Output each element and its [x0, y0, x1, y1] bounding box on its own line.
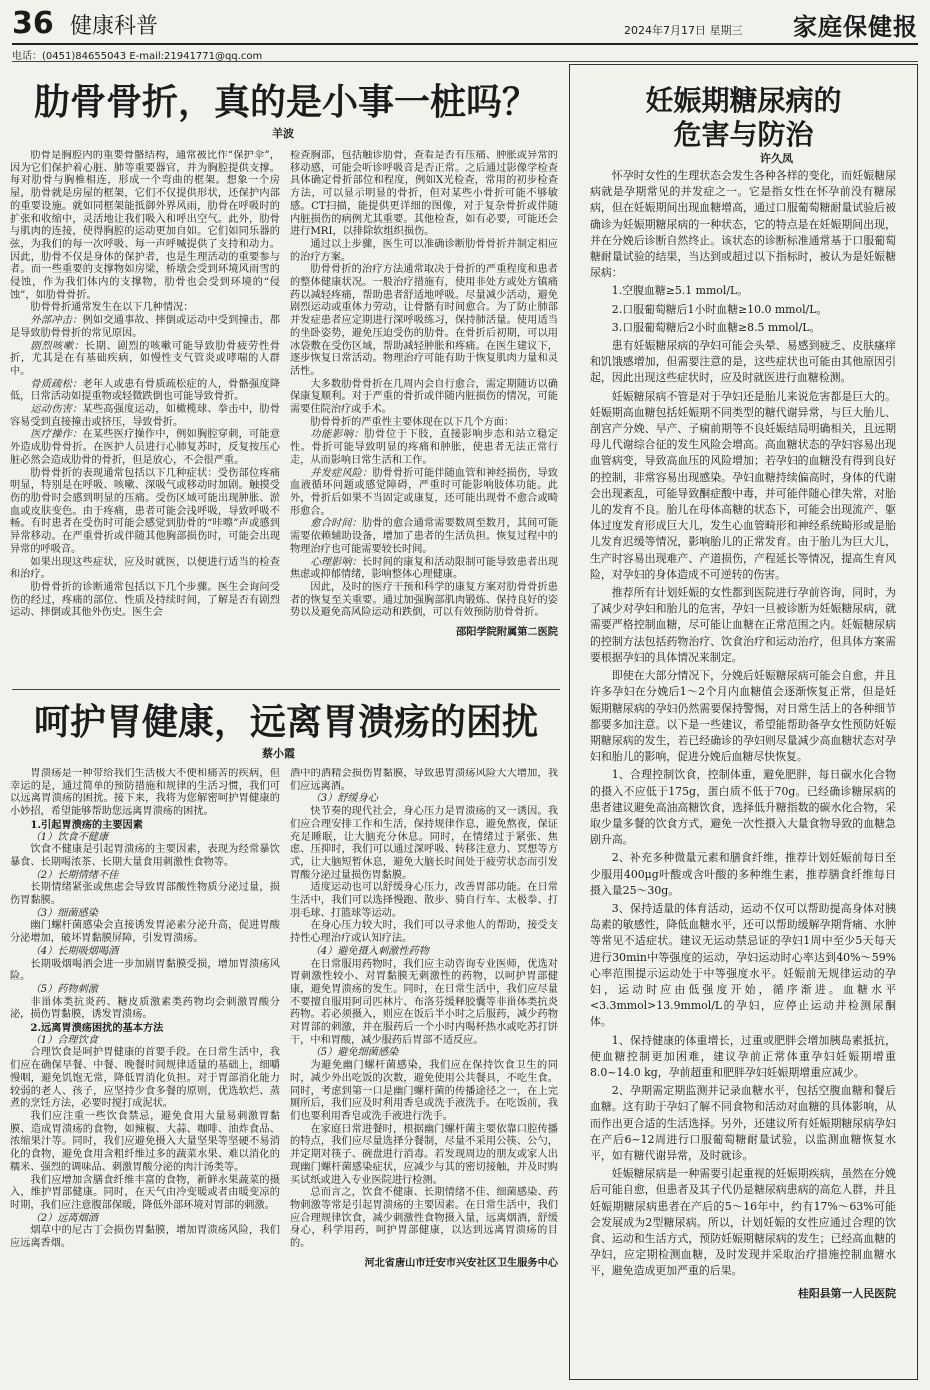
paragraph: 2、补充多种微量元素和膳食纤维，推荐计划妊娠前每日至少服用400μg叶酸或含叶酸的多种维生素，推荐膳食纤维每日摄入量25～30g。: [590, 851, 896, 897]
paragraph: 因此，及时的医疗干预和科学的康复方案对肋骨骨折患者的恢复至关重要。通过加强胸部肌肉锻炼、保持良好的姿势以及避免高风险运动和跌倒，可以有效预防肋骨骨折。: [290, 581, 558, 619]
section-heading: 1.引起胃溃疡的主要因素: [30, 818, 143, 831]
paragraph: 患有妊娠糖尿病的孕妇可能会头晕、易感到疲乏、皮肤瘙痒和饥饿感增加，但需要注意的是，这些症状也可能由其他原因引起，因此出现这些症状时，应及时就医进行血糖检测。: [590, 339, 896, 385]
article2-column-1: [10, 768, 280, 1380]
paragraph-text: 肋骨骨折可能伴随血管和神经损伤，导致血液循环问题或感觉障碍，严重时可能影响肢体功能。此外，骨折后如果不当固定或康复，还可能出现骨不愈合或畸形愈合。: [290, 467, 558, 517]
article3-title-line2: 危害与防治: [673, 118, 814, 151]
article-divider: [12, 689, 560, 690]
paragraph-text: 在某些医疗操作中，例如胸腔穿刺，可能意外造成肋骨骨折。在医护人员进行心肺复苏时，反复按压心脏必然会造成肋骨的骨折，但是放心，不会很严重。: [10, 429, 280, 466]
subheading: （1）饮食不健康: [30, 831, 109, 843]
page-number: 36: [12, 6, 54, 41]
article1-column-2: [290, 150, 558, 686]
paragraph-keyword: 剧烈咳嗽：: [30, 340, 85, 352]
paragraph: 推荐所有计划妊娠的女性都到医院进行孕前咨询，同时，为了减少对孕妇和胎儿的危害，孕妇一旦被诊断为妊娠糖尿病，就需要严格控制血糖，尽可能让血糖在正常范围之内。妊娠糖尿病的控制方法包括药物治疗、饮食治疗和运动治疗，但具体方案需要根据孕妇的具体情况来制定。: [590, 586, 896, 664]
paragraph-text: 例如交通事故、摔倒或运动中受到撞击，都是导致肋骨骨折的常见原因。: [10, 315, 280, 339]
paragraph: 肋骨骨折的严重性主要体现在以下几个方面：: [310, 416, 515, 428]
paragraph: 在日常服用药物时，我们应主动咨询专业医师，优选对胃刺激性较小、对胃黏膜无刺激性的药物，以呵护胃部健康，避免胃溃疡的发生。同时，在日常生活中，我们应尽量不要擅自服用阿司匹林片、布洛芬缓释胶囊等非甾体类抗炎药物。若必须摄入，则应在饭后半小时之后服药，减少药物对胃部的刺激，并在服药后一个小时内喝杯热水或吃苏打饼干，中和胃酸，减少服药后胃部不适反应。: [290, 958, 558, 1046]
paragraph: 我们应增加含膳食纤维丰富的食物，新鲜水果蔬菜的摄入，维护胃部健康。同时，在天气由冷变暖或者由暖变凉的时期，我们应注意腹部保暖，降低外部环境对胃部的刺激。: [10, 1174, 280, 1211]
paragraph: 快节奏的现代社会，身心压力是胃溃疡的又一诱因。我们应合理安排工作和生活，保持规律作息，避免熬夜，保证充足睡眠，让大脑充分休息。同时，在情绪过于紧张、焦虑、压抑时，我们可以通过深呼吸、转移注意力、冥想等方式，让大脑短暂休息，避免大脑长时间处于疲劳状态而引发胃酸分泌过量损伤胃黏膜。: [290, 806, 558, 881]
paragraph-text: 某些高强度运动，如橄榄球、拳击中，肋骨容易受到直接撞击或挤压，导致骨折。: [10, 404, 280, 428]
section-title: 健康科普: [70, 14, 159, 39]
paragraph: 肋骨骨折通常发生在以下几种情况：: [30, 302, 194, 314]
paragraph-text: 老年人或患有骨质疏松症的人，骨骼强度降低，日常活动如提重物或轻微跌倒也可能导致骨折。: [10, 378, 280, 403]
article-source: 邵阳学院附属第二医院: [456, 626, 558, 639]
subheading: （4）长期吸烟喝酒: [30, 945, 119, 957]
paragraph: 1、合理控制饮食，控制体重，避免肥胖，每日碳水化合物的摄入不应低于175g，蛋白质不低于70g。已经确诊糖尿病的患者建议避免高油高糖饮食，选择低升糖指数的碳水化合物，采取少量多餐的饮食方式，避免一次性摄入大量食物导致的血糖急剧升高。: [590, 768, 896, 847]
paragraph-keyword: 骨质疏松：: [30, 378, 83, 390]
paragraph: 长期情绪紧张或焦虑会导致胃部酸性物质分泌过量，损伤胃黏膜。: [10, 882, 280, 907]
paragraph-keyword: 医疗操作：: [30, 429, 83, 441]
issue-date: 2024年7月17日 星期三: [624, 24, 743, 37]
paragraph-keyword: 愈合时间：: [310, 518, 363, 530]
paragraph-keyword: 功能影响：: [310, 429, 365, 441]
paragraph: 2.口服葡萄糖后1小时血糖≥10.0 mmol/L。: [611, 302, 828, 316]
article3-author: 许久凤: [760, 152, 793, 165]
paragraph: 总而言之，饮食不健康、长期情绪不佳、细菌感染、药物刺激等常是引起胃溃疡的主要因素。在日常生活中，我们应合理规律饮食，减少刺激性食物摄入量，远离烟酒，舒缓身心，科学用药，呵护胃部健康，以达到远离胃溃疡的目的。: [290, 1187, 558, 1250]
subheading: （4）避免摄入刺激性药物: [310, 945, 429, 957]
paragraph: 检查胸部，包括触诊肋骨，查看是否有压痛、肿胀或异常的移动感，可能会听诊呼吸音是否正常。之后通过影像学检查具体确定骨折部位和程度，例如X光检查，常用的初步检查方法，可以显示明显的骨折，但对某些小骨折可能不够敏感。CT扫描，能提供更详细的图像，对于复杂骨折或伴随内脏损伤的病例尤其重要。其他检查，如有必要，可能还会进行MRI，以排除软组织损伤。: [290, 150, 558, 238]
paragraph: 妊娠糖尿病不管是对于孕妇还是胎儿来说危害都是巨大的。妊娠期高血糖包括妊娠期不同类型的糖代谢异常，与巨大胎儿、剖宫产分娩、早产、子痫前期等不良妊娠结局明确相关，且远期母儿代谢综合征的发生风险会增高。高血糖状态的孕妇容易出现血管病变，导致高血压的风险增加；若孕妇的血糖没有得到良好的控制，非常容易出现感染。孕妇血糖持续偏高时，身体的代谢会出现紊乱，可能导致酮症酸中毒，并可能伴随心律失常，对胎儿的发育不良。胎儿在母体高糖的状态下，可能会出现流产、躯体过度发育形成巨大儿，发生心血管畸形和神经系统畸形或是胎儿发育迟缓等情况，影响胎儿的正常发育。由于胎儿为巨大儿，生产时容易出现难产、产道损伤，产程延长等情况，提高生育风险，对孕妇的身体造成不可逆转的伤害。: [590, 389, 896, 581]
subheading: （5）避免细菌感染: [310, 1047, 399, 1059]
paragraph: 我们应注重一些饮食禁忌，避免食用大量易刺激胃黏膜、造成胃溃疡的食物，如辣椒、大蒜、咖啡、油炸食品、浓缩果汁等。同时，我们应避免摄入大量坚果等坚硬不易消化的食物，避免食用含粗纤维过多的蔬菜水果、难以消化的糯米、强烈的调味品、刺激胃酸分泌的肉汁汤类等。: [10, 1110, 280, 1173]
paragraph-text: 长时间的康复和活动限制可能导致患者出现焦虑或抑郁情绪，影响整体心理健康。: [290, 556, 558, 581]
paragraph-keyword: 心理影响：: [310, 556, 363, 568]
article-source: 河北省唐山市迁安市兴安社区卫生服务中心: [364, 1256, 558, 1269]
paragraph: 如果出现这些症状，应及时就医，以便进行适当的检查和治疗。: [10, 556, 280, 581]
paragraph: [10, 429, 280, 467]
paragraph: 3、保持适量的体育活动，运动不仅可以帮助提高身体对胰岛素的敏感性，降低血糖水平，还可以帮助缓解孕期背痛、水肿等常见不适症状。建议无运动禁忌证的孕妇1周中至少5天每天进行30min中等强度的运动，孕妇运动时心率达到40%～59%心率范围提示运动处于中等强度水平。妊娠前无规律运动的孕妇，运动时应由低强度开始，循序渐进。血糖水平<3.3mmol>13.9mmol/L的孕妇，应停止运动并检测尿酮体。: [590, 901, 896, 1029]
article1-title: 肋骨骨折，真的是小事一桩吗？: [33, 81, 538, 123]
subheading: （2）远离烟酒: [30, 1212, 98, 1224]
article1-column-1: [10, 150, 280, 686]
paragraph: 长期吸烟喝酒会进一步加剧胃黏膜受损，增加胃溃疡风险。: [10, 958, 280, 983]
paragraph: [290, 468, 558, 519]
paragraph: [10, 315, 280, 340]
paragraph: 幽门螺杆菌感染会直接诱发胃泌素分泌升高，促进胃酸分泌增加，破坏胃黏膜屏障，引发胃溃疡。: [10, 920, 280, 945]
paragraph: 3.口服葡萄糖后2小时血糖≥8.5 mmol/L。: [611, 320, 821, 334]
article3-body: [590, 168, 896, 1378]
paragraph: 非甾体类抗炎药、糖皮质激素类药物均会刺激胃酸分泌，损伤胃黏膜，诱发胃溃疡。: [10, 996, 280, 1021]
paragraph: 1、保持健康的体重增长，过重或肥胖会增加胰岛素抵抗，使血糖控制更加困难，建议孕前正常体重孕妇妊娠期增重8.0~14.0 kg，孕前超重和肥胖孕妇妊娠期增重应减少。: [590, 1033, 896, 1079]
subheading: （3）细菌感染: [30, 907, 98, 919]
paragraph: [10, 404, 280, 429]
paragraph: 胃溃疡是一种带给我们生活极大不便和痛苦的疾病，但幸运的是，通过简单的预防措施和规律的生活习惯，我们可以远离胃溃疡的困扰。接下来，我将为您解密呵护胃健康的小妙招，希望能够帮助您远离胃溃疡的困扰。: [10, 768, 280, 818]
paragraph: [290, 518, 558, 556]
paragraph: 适度运动也可以舒缓身心压力，改善胃部功能。在日常生活中，我们可以选择慢跑、散步、骑自行车、太极拳、打羽毛球、打篮球等运动。: [290, 882, 558, 919]
paragraph: 肋骨骨折的表现通常包括以下几种症状：受伤部位疼痛明显，特别是在呼吸、咳嗽、深吸气或移动时加剧。触摸受伤的肋骨时会感到明显的压痛。受伤区域可能出现肿胀、淤血或皮肤变色。由于疼痛，患者可能会浅呼吸，导致呼吸不畅。有时患者在受伤时可能会感觉到肋骨的“咔嚓”声或感到异常移动。在严重骨折或伴随其他胸部损伤时，可能会出现异常的呼吸音。: [10, 467, 280, 555]
paragraph: 合理饮食是呵护胃健康的首要手段。在日常生活中，我们应在确保早餐、中餐、晚餐时间规律适量的基础上，细嚼慢咽，避免饥饱无常，降低胃消化负担。对于胃部消化能力较弱的老人、孩子，应坚持少食多餐的原则，优选软烂、蒸煮的烹饪方法，必要时搅打成泥状。: [10, 1047, 280, 1110]
article-source: 桂阳县第一人民医院: [797, 1286, 896, 1300]
paragraph-keyword: 运动伤害：: [30, 404, 83, 416]
article2-column-2: [290, 768, 558, 1380]
article3-title: [569, 84, 918, 152]
paragraph: 饮食不健康是引起胃溃疡的主要因素，表现为经常暴饮暴食、长期喝浓茶、长期大量食用刺激性食物等。: [10, 844, 280, 868]
paragraph: 在家庭日常进餐时，根据幽门螺杆菌主要依靠口腔传播的特点，我们应尽量选择分餐制，尽量不采用公筷、公勺，并定期对筷子、碗盘进行消毒。若发现周边的朋友或家人出现幽门螺杆菌感染症状，应减少与其的密切接触，并及时购买试纸或进入专业医院进行检测。: [290, 1123, 558, 1186]
paragraph-keyword: 并发症风险：: [310, 467, 373, 479]
article2-title: 呵护胃健康，远离胃溃疡的困扰: [33, 701, 538, 743]
page-header: [12, 6, 918, 42]
paragraph: 1.空腹血糖≥5.1 mmol/L。: [611, 284, 749, 298]
paragraph-keyword: 外部冲击：: [30, 315, 83, 327]
paragraph: 肋骨骨折的治疗方法通常取决于骨折的严重程度和患者的整体健康状况。一般治疗措施有，使用非处方或处方镇痛药以减轻疼痛，帮助患者舒适地呼吸。尽量减少活动，避免剧烈运动或重体力劳动，让骨骼有时间愈合。为了防止肺部并发症患者应定期进行深呼吸练习，保持肺活量。使用适当的坐卧姿势，避免压迫受伤的肋骨。在骨折后初期，可以用冰袋敷在受伤区域，帮助减轻肿胀和疼痛。在医生建议下，逐步恢复日常活动。物理治疗可能有助于恢复肌肉力量和灵活性。: [290, 264, 558, 377]
newspaper-name: 家庭保健报: [793, 12, 918, 41]
paragraph: [290, 557, 558, 582]
paragraph: 怀孕时女性的生理状态会发生各种各样的变化，而妊娠糖尿病就是孕期常见的并发症之一。它是指女性在怀孕前没有糖尿病，但在妊娠期间出现血糖增高，通过口服葡萄糖耐量试验后被确诊为妊娠期糖尿病的一种状态，它的特点是在妊娠期间出现，并在分娩后诊断自然终止。该状态的诊断标准通常基于口服葡萄糖耐量试验的结果，当达到或超过以下指标时，被认为是妊娠糖尿病：: [590, 169, 896, 280]
subheading: （1）合理饮食: [30, 1034, 98, 1046]
paragraph: 2、孕期需定期监测并记录血糖水平，包括空腹血糖和餐后血糖。这有助于孕妇了解不同食物和活动对血糖的具体影响，从而作出更合适的生活选择。另外，还建议所有妊娠期糖尿病孕妇在产后6~12周进行口服葡萄糖耐量试验，以监测血糖恢复水平，如有糖代谢异常，及时就诊。: [590, 1084, 896, 1162]
header-rule: [12, 43, 918, 45]
paragraph: 为避免幽门螺杆菌感染，我们应在保持饮食卫生的同时，减少外出吃饭的次数，避免使用公共餐具，不吃生食。同时，考虑到第一口是幽门螺杆菌的传播途径之一，在上完厕所后，我们应及时利用香皂或洗手液洗手。在吃饭前，我们也要利用香皂或洗手液进行洗手。: [290, 1060, 558, 1122]
section-heading: 2.远离胃溃疡困扰的基本方法: [30, 1022, 164, 1035]
article1-author: 羊波: [272, 127, 294, 140]
paragraph: 在身心压力较大时，我们可以寻求他人的帮助，接受支持性心理治疗或认知疗法。: [290, 920, 558, 945]
subheading: （2）长期情绪不佳: [30, 869, 119, 881]
paragraph: [10, 379, 280, 404]
paragraph: 烟草中的尼古丁会损伤胃黏膜，增加胃溃疡风险，我们应远离香烟。: [10, 1225, 280, 1250]
contact-info: 电话：(0451)84655043 E-mail:21941771@qq.com: [12, 51, 263, 62]
paragraph: 肋骨是胸腔内的重要骨骼结构，通常被比作“保护伞”，因为它们保护着心脏、肺等重要器官，并为胸腔提供支撑。每对肋骨与胸椎相连，形成一个弯曲的框架。想象一个房屋，肋骨就是房屋的框架，它们不仅提供形状，还保护内部的重要设施。就如同框架能抵御外界风雨，肋骨在呼吸时的扩张和收缩中，灵活地让我们吸入和呼出空气。此外，肋骨与肌肉的连接，使得胸腔的运动更加自如。它们如同乐器的弦，为我们的每一次呼吸、每一声呼喊提供了支持和动力。因此，肋骨不仅是身体的保护者，也是生理活动的重要参与者。而一些重要的支撑物如房梁，桥墩会受到环境风雨雪的侵蚀，作为我们体内的支撑物，肋骨也会受到环境的“侵蚀”，如肋骨骨折。: [10, 150, 280, 301]
paragraph: 即使在大部分情况下，分娩后妊娠糖尿病可能会自愈，并且许多孕妇在分娩后1～2个月内血糖值会逐渐恢复正常，但是妊娠期糖尿病的孕妇仍然需要保持警惕，对日常生活上的各种细节都要多加注意。以下是一些建议，希望能帮助备孕女性预防妊娠期糖尿病的发生，若已经确诊的孕妇则尽量减少高血糖状态对孕妇和胎儿的影响，促进分娩后血糖尽快恢复。: [590, 669, 896, 764]
subheading: （3）舒缓身心: [310, 793, 378, 805]
paragraph: 肋骨骨折的诊断通常包括以下几个步骤。医生会询问受伤的经过，疼痛的部位、性质及持续时间，了解是否有剧烈运动、摔倒或其他外伤史。医生会: [10, 581, 280, 619]
paragraph: [290, 429, 558, 467]
article2-author: 蔡小霞: [262, 747, 295, 760]
subheading: （5）药物刺激: [30, 983, 98, 995]
contact-rule: [12, 61, 918, 62]
article3-title-line1: 妊娠期糖尿病的: [645, 84, 842, 117]
paragraph-text: 肋骨的愈合通常需要数周至数月，其间可能需要依赖辅助设备，增加了患者的生活负担。恢复过程中的物理治疗也可能需要较长时间。: [290, 518, 558, 555]
paragraph-text: 长期、剧烈的咳嗽可能导致肋骨疲劳性骨折，尤其是在有基础疾病，如慢性支气管炎或哮喘的人群中。: [10, 340, 280, 377]
paragraph: [10, 341, 280, 379]
paragraph-text: 肋骨位于下肢，直接影响步态和站立稳定性。骨折可能导致明显的疼痛和肿胀，使患者无法正常行走，从而影响日常生活和工作。: [290, 429, 558, 466]
paragraph: 妊娠糖尿病是一种需要引起重视的妊娠期疾病，虽然在分娩后可能自愈，但患者及其子代仍是糖尿病患病的高危人群，并且妊娠期糖尿病患者在产后的5～16年中，约有17%～63%可能会发展成为2型糖尿病。所以，计划妊娠的女性应通过合理的饮食、运动和生活方式，预防妊娠期糖尿病的发生；已经高血糖的孕妇，应定期检测血糖，及时发现并采取治疗措施控制血糖水平，避免造成更加严重的后果。: [590, 1167, 896, 1278]
paragraph: 大多数肋骨骨折在几周内会自行愈合，需定期随访以确保康复顺利。对于严重的骨折或伴随内脏损伤的情况，可能需要住院治疗或手术。: [290, 378, 558, 416]
paragraph: 酒中的酒精会损伤胃黏膜，导致患胃溃疡风险大大增加，我们应远离酒。: [290, 768, 558, 792]
paragraph: 通过以上步骤，医生可以准确诊断肋骨骨折并制定相应的治疗方案。: [290, 238, 558, 263]
